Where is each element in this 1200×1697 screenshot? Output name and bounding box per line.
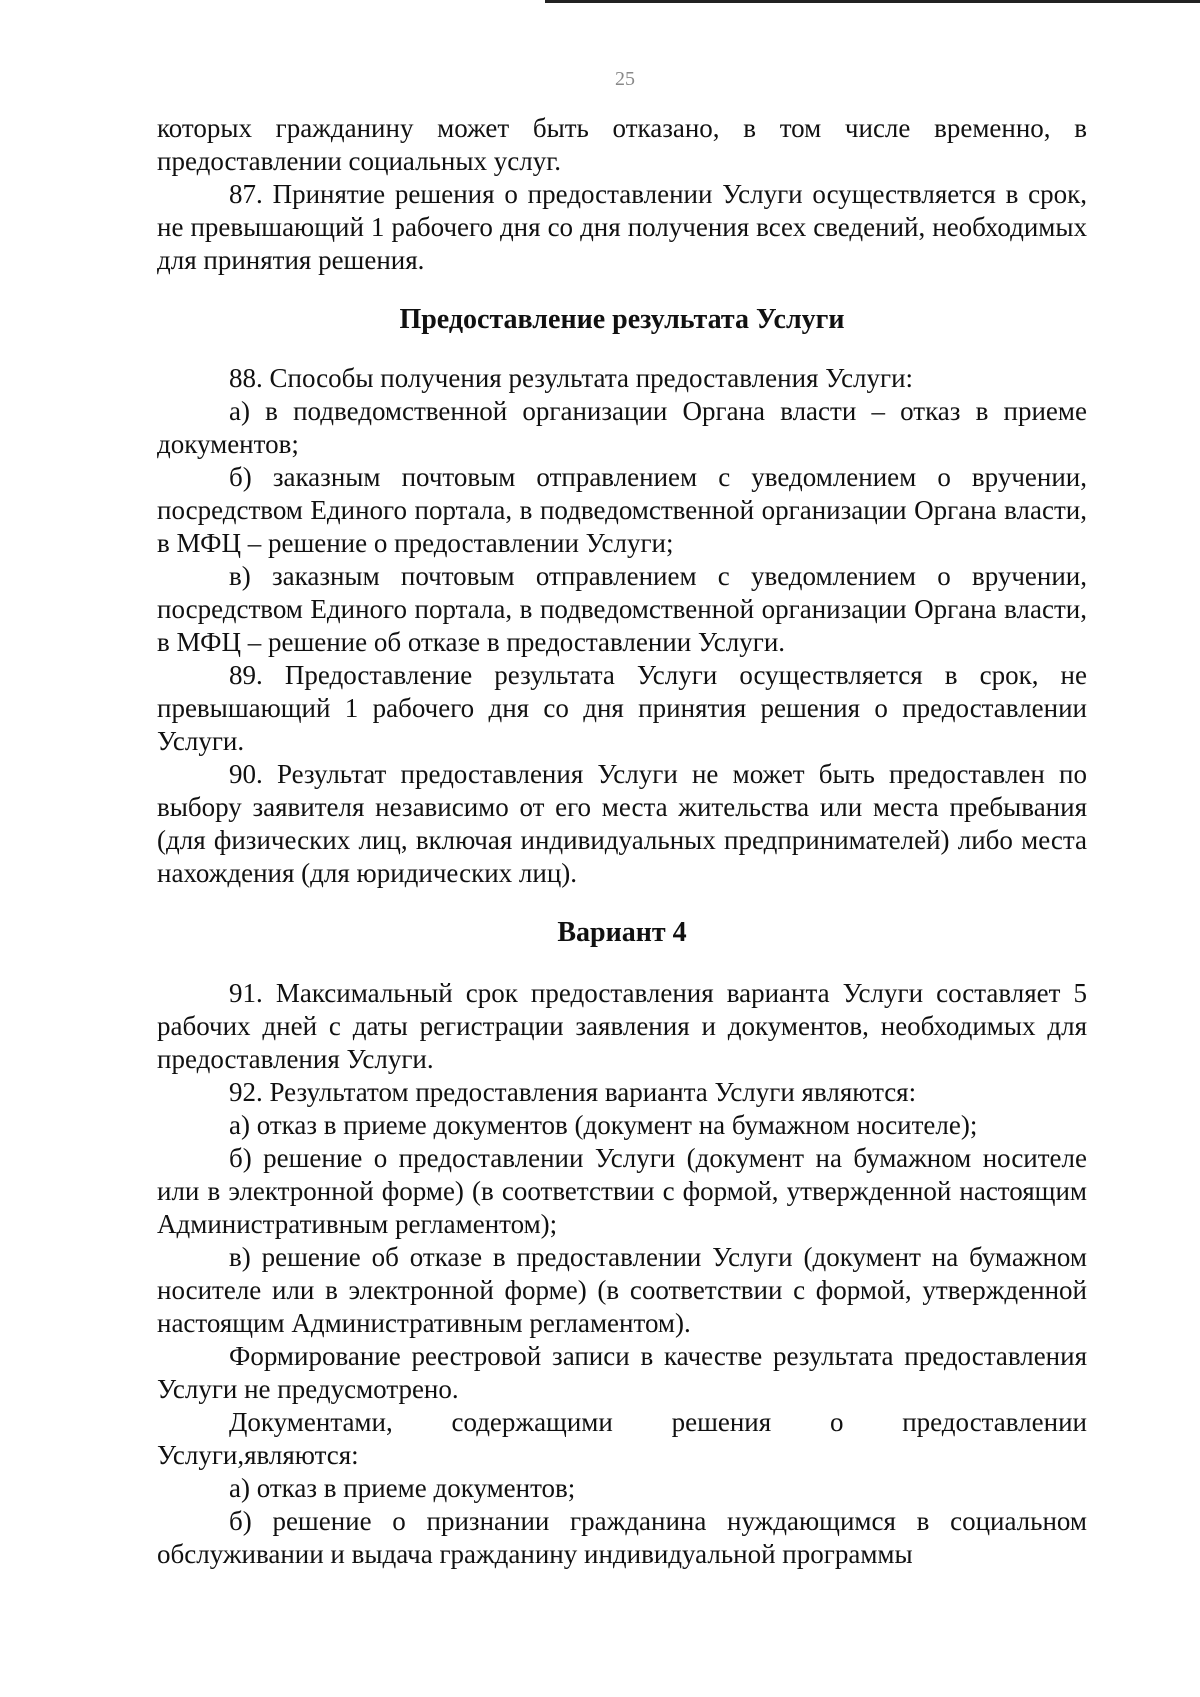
paragraph-89: 89. Предоставление результата Услуги осуществляется в срок, не превышающий 1 рабочего дня со дня принятия решения о предоставлении Услуги. — [157, 660, 1087, 756]
paragraph-documents-b: б) решение о признании гражданина нуждающимся в социальном обслуживании и выдача гражданину индивидуальной программы — [157, 1506, 1087, 1569]
paragraph-documents-a: а) отказ в приеме документов; — [229, 1473, 576, 1503]
paragraph-88-a: а) в подведомственной организации Органа власти – отказ в приеме документов; — [157, 396, 1087, 459]
paragraph-92-b: б) решение о предоставлении Услуги (документ на бумажном носителе или в электронной форме) (в соответствии с формой, утвержденной настоящим Административным регламентом); — [157, 1143, 1087, 1239]
section-heading-result: Предоставление результата Услуги — [399, 304, 845, 335]
paragraph-91: 91. Максимальный срок предоставления варианта Услуги составляет 5 рабочих дней с даты регистрации заявления и документов, необходимых для предоставления Услуги. — [157, 978, 1087, 1074]
top-rule-line — [545, 0, 1200, 3]
paragraph-87: 87. Принятие решения о предоставлении Услуги осуществляется в срок, не превышающий 1 рабочего дня со дня получения всех сведений, необходимых для принятия решения. — [157, 179, 1087, 275]
paragraph-92: 92. Результатом предоставления варианта Услуги являются: — [229, 1077, 917, 1107]
paragraph-registry: Формирование реестровой записи в качестве результата предоставления Услуги не предусмотрено. — [157, 1341, 1087, 1404]
paragraph-88-v: в) заказным почтовым отправлением с уведомлением о вручении, посредством Единого портала, в подведомственной организации Органа власти, в МФЦ – решение об отказе в предоставлении Услуги. — [157, 561, 1087, 657]
paragraph-continuation: которых гражданину может быть отказано, в том числе временно, в предоставлении социальных услуг. — [157, 113, 1087, 176]
section-heading-variant-4: Вариант 4 — [557, 917, 687, 948]
paragraph-88-b: б) заказным почтовым отправлением с уведомлением о вручении, посредством Единого портала, в подведомственной организации Органа власти, в МФЦ – решение о предоставлении Услуги; — [157, 462, 1087, 558]
paragraph-documents: Документами, содержащими решения о предоставлении Услуги,являются: — [157, 1407, 1087, 1470]
page-number: 25 — [615, 68, 635, 90]
paragraph-92-a: а) отказ в приеме документов (документ на бумажном носителе); — [229, 1110, 978, 1140]
paragraph-92-v: в) решение об отказе в предоставлении Услуги (документ на бумажном носителе или в электронной форме) (в соответствии с формой, утвержденной настоящим Административным регламентом). — [157, 1242, 1087, 1338]
document-body — [157, 112, 1087, 1571]
paragraph-90: 90. Результат предоставления Услуги не может быть предоставлен по выбору заявителя независимо от его места жительства или места пребывания (для физических лиц, включая индивидуальных предпринимателей) либо места нахождения (для юридических лиц). — [157, 759, 1087, 888]
paragraph-88: 88. Способы получения результата предоставления Услуги: — [229, 363, 914, 393]
